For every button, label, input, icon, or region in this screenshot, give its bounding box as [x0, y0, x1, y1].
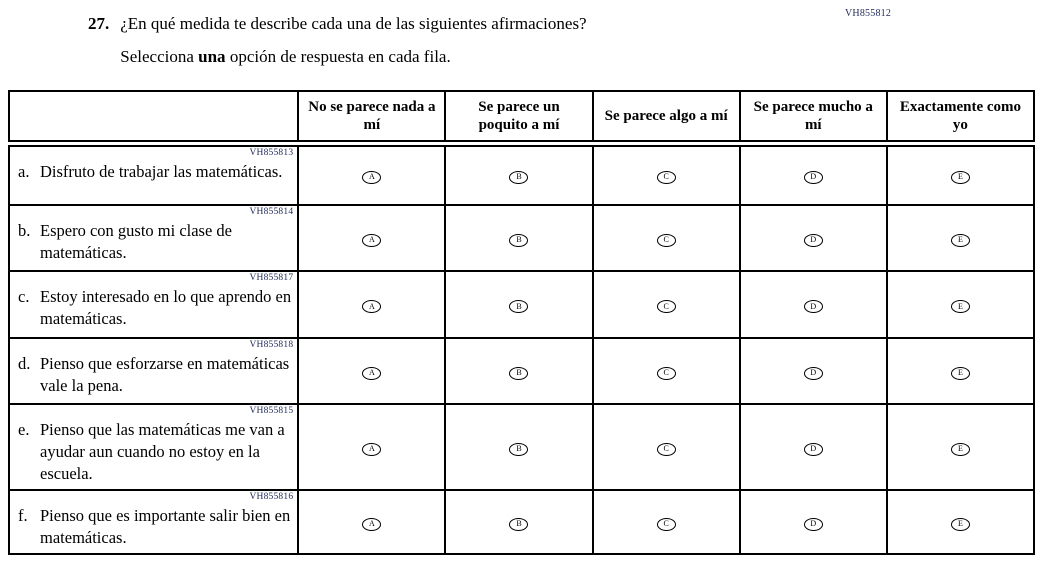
answer-bubble-b-A[interactable]: A [362, 234, 381, 247]
option-cell [593, 490, 740, 554]
question-text-block [120, 13, 586, 68]
option-cell [445, 338, 592, 404]
statement-text: Estoy interesado en lo que aprendo en matemáticas. [40, 287, 292, 328]
option-cell [298, 490, 445, 554]
row-label: d. [18, 354, 31, 373]
option-cell [445, 271, 592, 338]
page-item-code: VH855812 [845, 8, 892, 19]
statement-text: Pienso que esforzarse en matemáticas vale la pena. [40, 354, 290, 395]
table-row-c [9, 271, 1034, 338]
instruction-part1: Selecciona [120, 47, 199, 66]
question-instruction [120, 46, 586, 68]
answer-bubble-b-E[interactable]: E [951, 234, 970, 247]
option-cell [887, 205, 1034, 271]
statement-cell-e [9, 404, 298, 490]
statement-cell-c [9, 271, 298, 338]
answer-bubble-f-E[interactable]: E [951, 518, 970, 531]
statement-cell-d [9, 338, 298, 404]
answer-bubble-f-B[interactable]: B [509, 518, 528, 531]
statement-text: Pienso que las matemáticas me van a ayudar aun cuando no estoy en la escuela. [40, 420, 285, 483]
answer-bubble-e-E[interactable]: E [951, 443, 970, 456]
option-cell [740, 404, 887, 490]
answer-bubble-a-E[interactable]: E [951, 171, 970, 184]
option-cell [740, 271, 887, 338]
answer-bubble-a-A[interactable]: A [362, 171, 381, 184]
option-cell [445, 205, 592, 271]
statement-cell-a [9, 143, 298, 205]
option-cell [887, 404, 1034, 490]
answer-bubble-a-D[interactable]: D [804, 171, 823, 184]
option-cell [593, 143, 740, 205]
option-cell [445, 143, 592, 205]
row-label: a. [18, 161, 30, 181]
response-matrix-table [8, 90, 1035, 555]
answer-bubble-e-A[interactable]: A [362, 443, 381, 456]
option-cell [298, 338, 445, 404]
row-item-code: VH855818 [249, 340, 294, 350]
option-cell [593, 271, 740, 338]
statement-cell-f [9, 490, 298, 554]
header-col-3: Se parece algo a mí [593, 91, 740, 143]
answer-bubble-a-C[interactable]: C [657, 171, 676, 184]
table-row-a [9, 143, 1034, 205]
option-cell [593, 205, 740, 271]
instruction-bold-word: una [198, 47, 226, 66]
option-cell [740, 143, 887, 205]
answer-bubble-d-C[interactable]: C [657, 367, 676, 380]
header-col-5: Exactamente como yo [887, 91, 1034, 143]
table-row-d [9, 338, 1034, 404]
option-cell [593, 404, 740, 490]
row-item-code: VH855814 [249, 207, 294, 217]
option-cell [298, 143, 445, 205]
option-cell [740, 490, 887, 554]
answer-bubble-d-D[interactable]: D [804, 367, 823, 380]
option-cell [298, 271, 445, 338]
header-empty-cell [9, 91, 298, 143]
row-item-code: VH855815 [249, 406, 294, 416]
option-cell [887, 271, 1034, 338]
row-item-code: VH855817 [249, 273, 294, 283]
question-text: ¿En qué medida te describe cada una de las siguientes afirmaciones? [120, 14, 587, 33]
answer-bubble-d-E[interactable]: E [951, 367, 970, 380]
instruction-part2: opción de respuesta en cada fila. [225, 47, 451, 66]
answer-bubble-c-B[interactable]: B [509, 300, 528, 313]
header-col-1: No se parece nada a mí [298, 91, 445, 143]
answer-bubble-c-C[interactable]: C [657, 300, 676, 313]
answer-bubble-e-C[interactable]: C [657, 443, 676, 456]
table-row-f [9, 490, 1034, 554]
option-cell [298, 205, 445, 271]
question-block [88, 13, 587, 68]
row-item-code: VH855813 [249, 147, 294, 158]
header-row [9, 91, 1034, 143]
option-cell [740, 205, 887, 271]
option-cell [887, 143, 1034, 205]
answer-bubble-e-D[interactable]: D [804, 443, 823, 456]
question-number: 27. [88, 14, 110, 33]
statement-text: Disfruto de trabajar las matemáticas. [40, 161, 283, 181]
answer-bubble-f-A[interactable]: A [362, 518, 381, 531]
answer-bubble-c-D[interactable]: D [804, 300, 823, 313]
header-col-2: Se parece un poquito a mí [445, 91, 592, 143]
answer-bubble-b-D[interactable]: D [804, 234, 823, 247]
row-label: f. [18, 506, 28, 525]
option-cell [887, 490, 1034, 554]
row-label: b. [18, 221, 31, 240]
option-cell [445, 490, 592, 554]
answer-bubble-f-D[interactable]: D [804, 518, 823, 531]
answer-bubble-b-C[interactable]: C [657, 234, 676, 247]
table-row-b [9, 205, 1034, 271]
row-item-code: VH855816 [249, 492, 294, 502]
header-col-4: Se parece mucho a mí [740, 91, 887, 143]
answer-bubble-c-E[interactable]: E [951, 300, 970, 313]
statement-cell-b [9, 205, 298, 271]
option-cell [298, 404, 445, 490]
answer-bubble-d-B[interactable]: B [509, 367, 528, 380]
answer-bubble-c-A[interactable]: A [362, 300, 381, 313]
row-label: e. [18, 420, 30, 439]
row-label: c. [18, 287, 30, 306]
statement-text: Espero con gusto mi clase de matemáticas. [40, 221, 232, 262]
statement-text: Pienso que es importante salir bien en matemáticas. [40, 506, 291, 547]
option-cell [445, 404, 592, 490]
option-cell [740, 338, 887, 404]
option-cell [593, 338, 740, 404]
table-row-e [9, 404, 1034, 490]
answer-bubble-e-B[interactable]: B [509, 443, 528, 456]
answer-bubble-b-B[interactable]: B [509, 234, 528, 247]
answer-bubble-f-C[interactable]: C [657, 518, 676, 531]
option-cell [887, 338, 1034, 404]
answer-bubble-a-B[interactable]: B [509, 171, 528, 184]
answer-bubble-d-A[interactable]: A [362, 367, 381, 380]
